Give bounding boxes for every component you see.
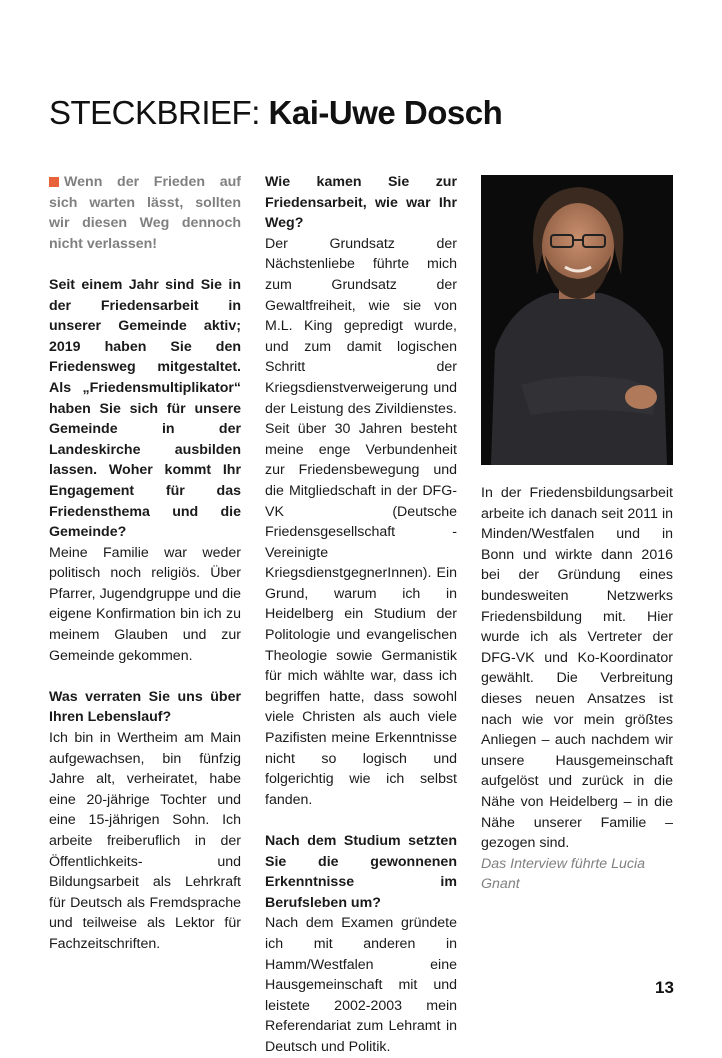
- question-1: Seit einem Jahr sind Sie in der Friedensarbeit in unserer Gemeinde aktiv; 2019 haben Sie den Friedensweg mitgestaltet. Als „Friedensmultiplikator“ haben Sie sich für unsere Gemeinde in der Landeskirche ausbilden lassen. Woher kommt Ihr Engagement für das Friedensthema und die Gemeinde?: [49, 276, 241, 541]
- answer-4: Nach dem Examen gründete ich mit anderen in Hamm/Westfalen eine Hausgemeinschaft mit und leistete 2002-2003 mein Referendariat zum Lehramt in Deutsch und Politik.: [265, 915, 457, 1055]
- question-4: Nach dem Studium setzten Sie die gewonnenen Erkenntnisse im Berufsleben um?: [265, 833, 457, 911]
- answer-4-continued: In der Friedensbildungsarbeit arbeite ich danach seit 2011 in Minden/Westfalen und in Bonn und wirkte dann 2016 bei der Gründung eines bundesweiten Netzwerks Friedensbildung mit. Hier wurde ich als Vertreter der DFG-VK und Ko-Koordinator gewählt. Die Verbreitung dieses neuen Ansatzes ist nach wie vor mein größtes Anliegen – auch nachdem wir unsere Hausgemeinschaft aufgelöst und zurück in die Nähe von Heidelberg – in die Nähe unserer Familie – gezogen sind.: [481, 485, 673, 852]
- column-1: [49, 172, 241, 955]
- portrait-illustration: [481, 175, 673, 465]
- column-3: [481, 483, 673, 895]
- answer-2: Ich bin in Wertheim am Main aufgewachsen, bin fünfzig Jahre alt, verheiratet, habe eine 20-jährige Tochter und eine 15-jährigen Sohn. Ich arbeite freiberuflich in der Öffentlichkeits- und Bildungsarbeit als Lehrkraft für Deutsch als Fremdsprache und teilweise als Lektor für Fachzeitschriften.: [49, 730, 241, 952]
- question-3: Wie kamen Sie zur Friedensarbeit, wie war Ihr Weg?: [265, 174, 457, 232]
- page-title: [49, 93, 502, 133]
- answer-1: Meine Familie war weder politisch noch religiös. Über Pfarrer, Jugendgruppe und die eigene Konfirmation bin ich zu meinem Glauben und zur Gemeinde gekommen.: [49, 544, 241, 664]
- column-2: [265, 172, 457, 1058]
- intro-text: Wenn der Frieden auf sich warten lässt, sollten wir diesen Weg dennoch nicht verlassen!: [49, 174, 241, 252]
- answer-3: Der Grundsatz der Nächstenliebe führte mich zum Grundsatz der Gewaltfreiheit, wie sie von M.L. King gepredigt wurde, und zum damit logischen Schritt der Kriegsdienstverweigerung und der Leistung des Zivildienstes. Seit über 30 Jahren besteht meine enge Verbundenheit zur Friedensbewegung und die Mitgliedschaft in der DFG-VK (Deutsche Friedensgesellschaft - Vereinigte KriegsdienstgegnerInnen). Ein Grund, warum ich in Heidelberg ein Studium der Politologie und evangelischen Theologie sowie Germanistik für mich wählte war, dass ich begriffen hatte, dass sowohl viele Christen als auch viele Pazifisten meine Erkenntnisse nicht so logisch und folgerichtig wie ich selbst fanden.: [265, 235, 457, 808]
- question-2: Was verraten Sie uns über Ihren Lebenslauf?: [49, 688, 241, 726]
- page-number: 13: [655, 978, 674, 997]
- title-label: STECKBRIEF:: [49, 94, 260, 131]
- title-name: Kai-Uwe Dosch: [268, 94, 503, 131]
- interview-credit: Das Interview führte Lucia Gnant: [481, 855, 646, 893]
- portrait-photo: [481, 175, 673, 465]
- intro-quote: [49, 172, 241, 254]
- orange-square-icon: [49, 177, 59, 187]
